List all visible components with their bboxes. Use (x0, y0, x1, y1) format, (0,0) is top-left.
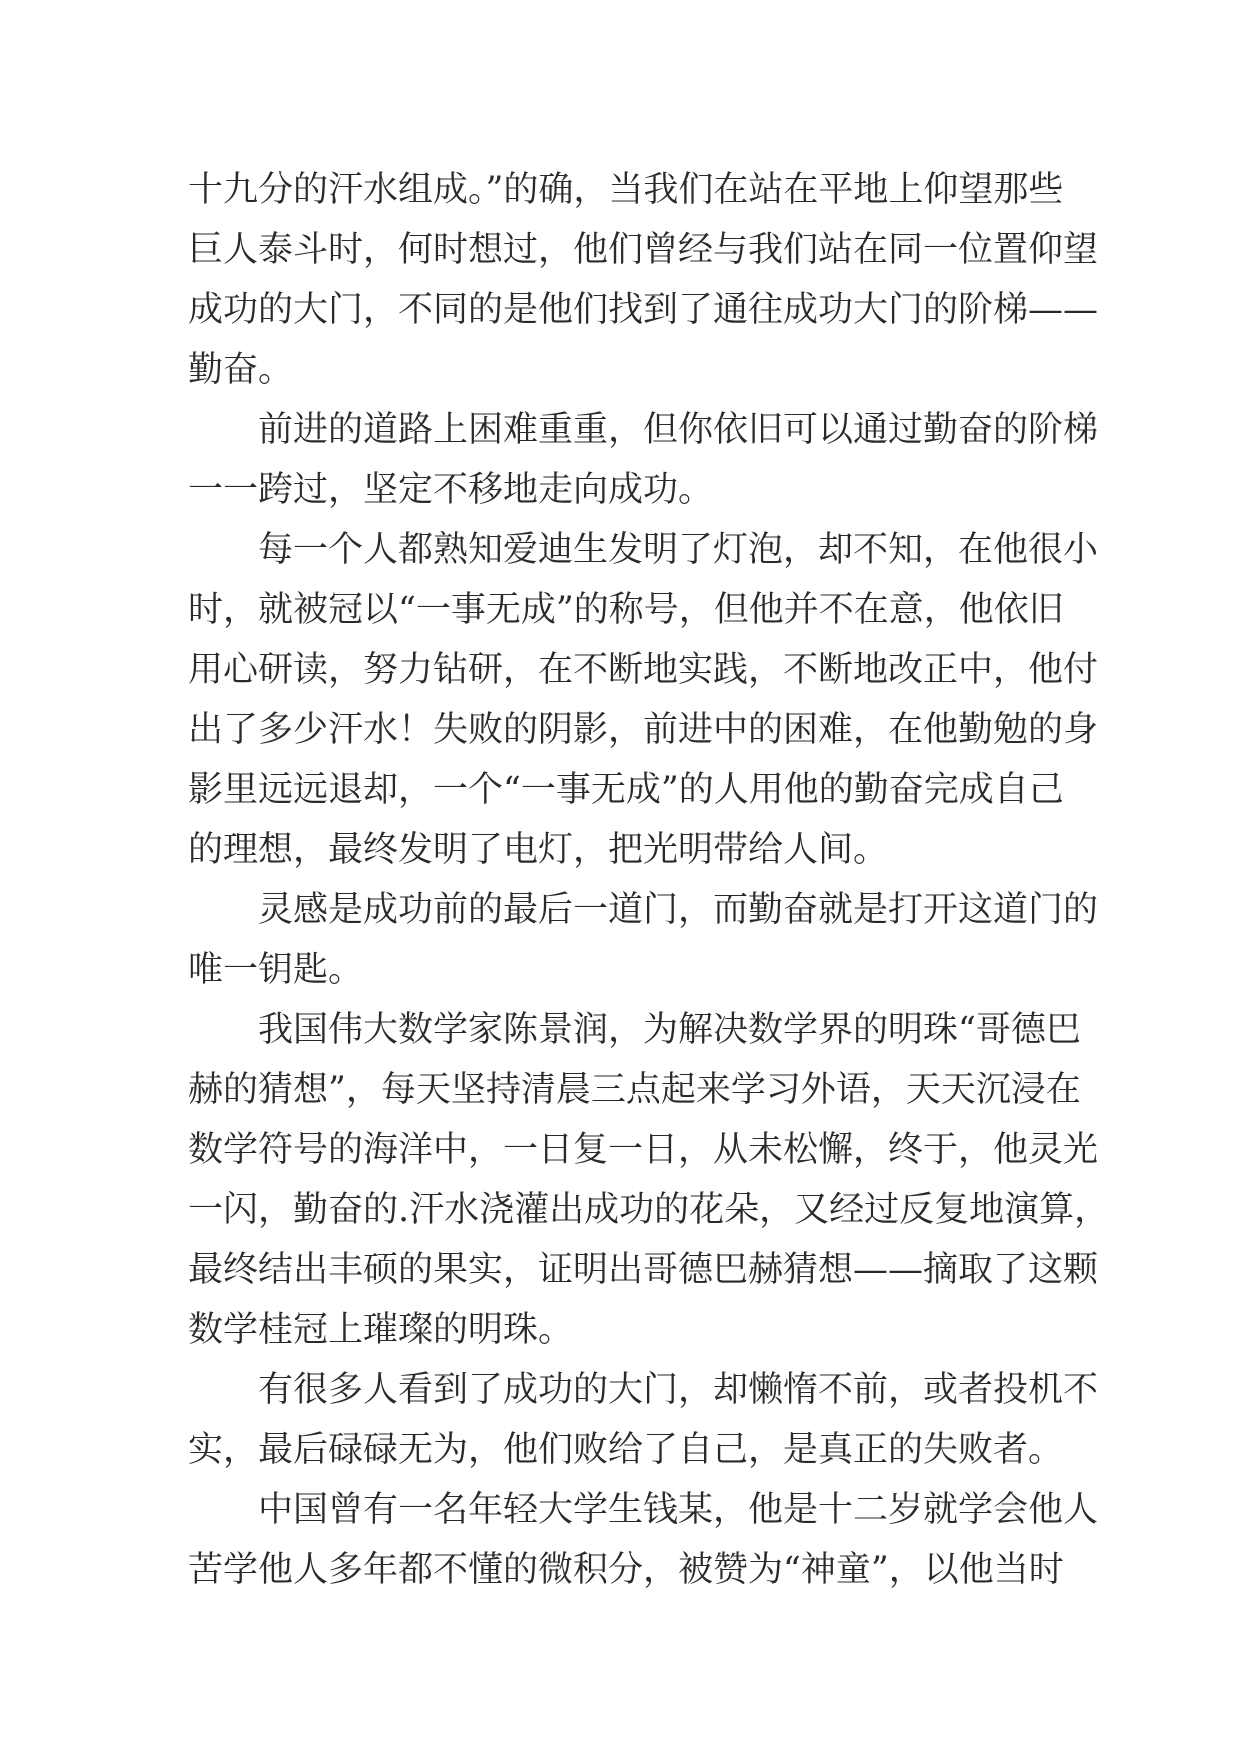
paragraph-first-line: 中国曾有一名年轻大学生钱某，他是十二岁就学会他人 (258, 1490, 1099, 1530)
text-line: 数学符号的海洋中，一日复一日，从未松懈，终于，他灵光 (188, 1130, 1099, 1170)
paragraph-first-line: 我国伟大数学家陈景润，为解决数学界的明珠“哥德巴 (258, 1010, 1081, 1050)
text-line: 影里远远退却，一个“一事无成”的人用他的勤奋完成自己 (188, 770, 1064, 810)
text-line: 一一跨过，坚定不移地走向成功。 (188, 470, 714, 510)
text-line: 出了多少汗水！失败的阴影，前进中的困难，在他勤勉的身 (188, 710, 1099, 750)
text-line: 成功的大门，不同的是他们找到了通往成功大门的阶梯—— (188, 290, 1099, 330)
document-body (188, 160, 1110, 1600)
text-line: 实，最后碌碌无为，他们败给了自己，是真正的失败者。 (188, 1430, 1064, 1470)
text-line: 的理想，最终发明了电灯，把光明带给人间。 (188, 830, 889, 870)
text-line: 最终结出丰硕的果实，证明出哥德巴赫猜想——摘取了这颗 (188, 1250, 1099, 1290)
text-line: 用心研读，努力钻研，在不断地实践，不断地改正中，他付 (188, 650, 1099, 690)
paragraph-first-line: 前进的道路上困难重重，但你依旧可以通过勤奋的阶梯 (258, 410, 1099, 450)
text-line: 勤奋。 (188, 350, 294, 390)
text-line: 十九分的汗水组成。”的确，当我们在站在平地上仰望那些 (188, 170, 1064, 210)
text-line: 时，就被冠以“一事无成”的称号，但他并不在意，他依旧 (188, 590, 1064, 630)
text-line: 赫的猜想”，每天坚持清晨三点起来学习外语，天天沉浸在 (188, 1070, 1081, 1110)
paragraph-first-line: 每一个人都熟知爱迪生发明了灯泡，却不知，在他很小 (258, 530, 1099, 570)
text-line: 苦学他人多年都不懂的微积分，被赞为“神童”，以他当时 (188, 1550, 1064, 1590)
text-line: 唯一钥匙。 (188, 950, 364, 990)
paragraph-first-line: 灵感是成功前的最后一道门，而勤奋就是打开这道门的 (258, 890, 1099, 930)
text-line: 数学桂冠上璀璨的明珠。 (188, 1310, 574, 1350)
text-line: 一闪，勤奋的.汗水浇灌出成功的花朵，又经过反复地演算， (188, 1190, 1110, 1230)
paragraph-first-line: 有很多人看到了成功的大门，却懒惰不前，或者投机不 (258, 1370, 1099, 1410)
text-line: 巨人泰斗时，何时想过，他们曾经与我们站在同一位置仰望 (188, 230, 1099, 270)
